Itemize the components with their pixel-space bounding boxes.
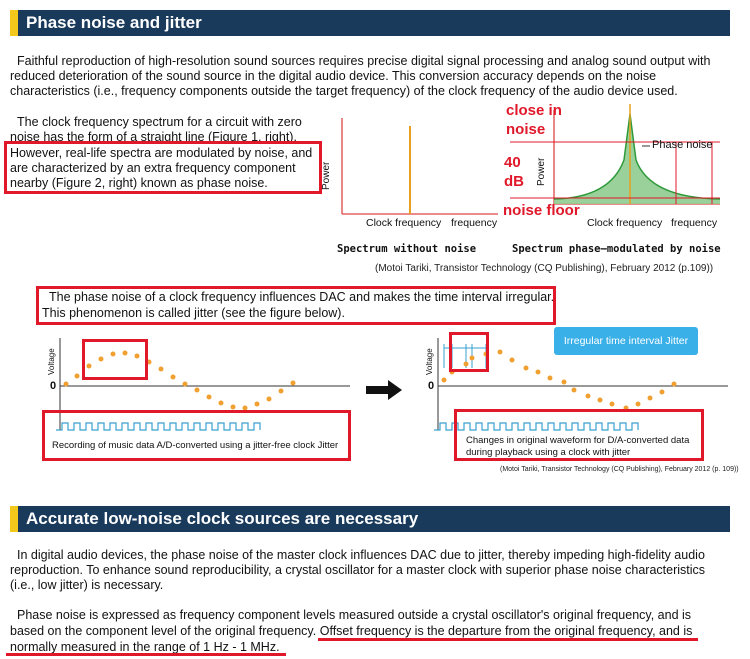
- section2-paragraph1: In digital audio devices, the phase noise of the master clock influences DAC due to jitter, thereby impeding high-fidelity audio reproduction. To enhance sound reproducibility, a crystal oscillator for a master clock with superior phase noise characteristics (i.e., low jitter) is necessary.: [10, 548, 706, 592]
- intro-paragraph: Faithful reproduction of high-resolution sound sources requires precise digital signal processing and analog sound output with reduced deterioration of the sound source in the digital audio device. This conversion accuracy depends on the noise characteristics (i.e., frequency components outside the target frequency) of the clock frequency of the audio device used.: [10, 54, 711, 98]
- jitter-line1: The phase noise of a clock frequency influences DAC and makes the time interval irregular.: [49, 290, 555, 304]
- fig2-xlabel-clock: Clock frequency: [587, 217, 663, 229]
- section-title: Phase noise and jitter: [26, 13, 202, 32]
- para2-base-text: based on the component level of the original frequency.: [10, 624, 317, 638]
- phase-noise-label: Phase noise: [652, 139, 713, 151]
- fig2-xlabel-freq: frequency: [671, 217, 718, 229]
- underline-range: [6, 653, 286, 656]
- fig4-ylabel: Voltage: [425, 348, 434, 375]
- jitter-highlight-box: [449, 332, 489, 372]
- section2-para2-line2: [10, 624, 692, 639]
- annot-close-in: close in: [506, 102, 562, 119]
- fig2-caption: Spectrum phase–modulated by noise: [512, 243, 721, 255]
- section-title: Accurate low-noise clock sources are necessary: [26, 509, 419, 528]
- section-header-low-noise: [10, 506, 730, 532]
- fig1-ylabel: Power: [321, 161, 332, 190]
- spectrum-no-noise-chart: [330, 118, 500, 228]
- noise-area: [554, 114, 720, 204]
- fig4-zero: 0: [428, 380, 435, 392]
- zero-noise-text: The clock frequency spectrum for a circuit with zero noise has the form of a straight line (Figure 1, right).: [10, 115, 302, 144]
- annot-db: dB: [504, 173, 524, 190]
- fig2-ylabel: Power: [536, 157, 547, 186]
- fig4-caption1: Changes in original waveform for D/A-converted data: [466, 435, 690, 446]
- source-citation-2: (Motoi Tariki, Transistor Technology (CQ Publishing), February 2012 (p. 109)): [500, 466, 739, 473]
- fig4-caption2: during playback using a clock with jitter: [466, 447, 631, 458]
- fig1-xlabel-clock: Clock frequency: [366, 217, 442, 229]
- jitter-line2: This phenomenon is called jitter (see the figure below).: [42, 306, 345, 320]
- fig3-caption-box: [42, 410, 351, 461]
- fig3-ylabel: Voltage: [47, 348, 56, 375]
- sample-highlight-box: [82, 339, 148, 380]
- jitter-callout: Irregular time interval Jitter: [554, 327, 698, 355]
- phase-noise-text: However, real-life spectra are modulated by noise, and are characterized by an extra frequency component nearby (Figure 2, right) known as phase noise.: [10, 146, 313, 190]
- annot-noise-floor: noise floor: [503, 202, 580, 219]
- annot-40: 40: [504, 154, 521, 171]
- section-header-phase-noise: [10, 10, 730, 36]
- annot-noise: noise: [506, 121, 546, 138]
- fig1-xlabel-freq: frequency: [451, 217, 498, 229]
- spectrum-phase-noise-chart: [550, 100, 730, 210]
- para2-offset-text: Offset frequency is the departure from the original frequency, and is: [319, 624, 693, 638]
- right-arrow-icon: [364, 378, 404, 402]
- fig3-caption: Recording of music data A/D-converted using a jitter-free clock Jitter: [52, 440, 339, 451]
- source-citation-1: (Motoi Tariki, Transistor Technology (CQ Publishing), February 2012 (p.109)): [375, 263, 714, 274]
- fig1-caption: Spectrum without noise: [337, 243, 477, 255]
- underline-offset: [318, 638, 698, 641]
- section2-para2-line3: normally measured in the range of 1 Hz - 1 MHz.: [10, 640, 280, 654]
- section2-para2-line1: Phase noise is expressed as frequency component levels measured outside a crystal oscillator's original frequency, and is: [17, 608, 692, 622]
- fig3-zero: 0: [50, 380, 57, 392]
